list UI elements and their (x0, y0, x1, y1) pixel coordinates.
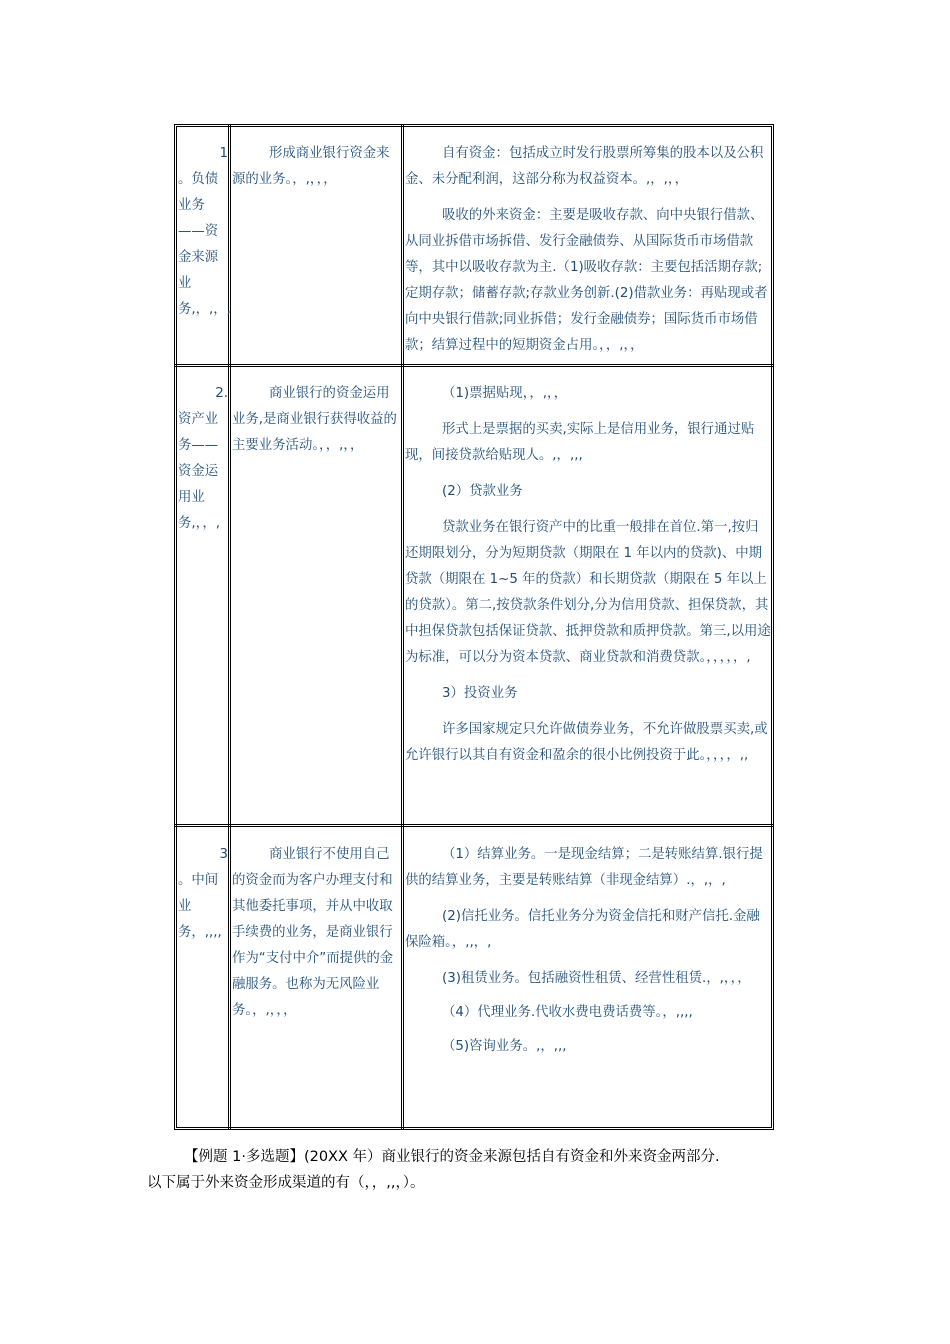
row3-detail-1: （1）结算业务。一是现金结算；二是转账结算.银行提供的结算业务，主要是转账结算（非现金结算）.，,，, (405, 847, 763, 888)
question-line-1: 【例题 1·多选题】(20XX 年）商业银行的资金来源包括自有资金和外来资金两部分. (184, 1149, 720, 1165)
row1-definition: 形成商业银行资金来源的业务。，,，，， (232, 146, 390, 187)
row3-detail-5: （5)咨询业务。,，,,, (442, 1039, 567, 1054)
row2-detail-5: 3）投资业务 (442, 686, 518, 701)
row2-number: 2. (215, 386, 228, 401)
question-line-2: 以下属于外来资金形成渠道的有（，，,,，）。 (147, 1175, 425, 1191)
row1-number: 1 (219, 146, 228, 161)
row2-detail-1: （1)票据贴现，，,，， (442, 386, 568, 401)
row-divider (174, 364, 774, 367)
row1-details-cell (405, 141, 771, 359)
row3-category-cell (178, 842, 228, 946)
row1-definition-cell (232, 141, 402, 193)
row2-definition: 商业银行的资金运用业务,是商业银行获得收益的主要业务活动。，，,，， (232, 386, 397, 453)
row2-category-cell (178, 381, 228, 537)
row2-category: 资产业务——资金运用业务,，，, (178, 412, 220, 531)
row3-number: 3 (219, 847, 228, 862)
row3-detail-2: (2)信托业务。信托业务分为资金信托和财产信托.金融保险箱。，,,，, (405, 909, 760, 950)
row1-category: 。负债业务——资金来源业务,，,，, (178, 172, 231, 317)
row1-category-cell (178, 141, 231, 323)
row2-detail-3: (2）贷款业务 (442, 484, 523, 499)
column-divider (228, 124, 231, 1130)
row3-detail-4: （4）代理业务.代收水费电费话费等。，,,,, (442, 1005, 693, 1020)
row3-definition-cell (232, 842, 402, 1024)
row3-details-cell (405, 842, 771, 1060)
row3-definition: 商业银行不使用自己的资金而为客户办理支付和其他委托事项，并从中收取手续费的业务，是商业银行作为“支付中介”而提供的金融服务。也称为无风险业务。，,，，， (232, 847, 394, 1018)
row3-category: 。中间业务，,,,, (178, 873, 222, 940)
row1-detail-1: 自有资金：包括成立时发行股票所筹集的股本以及公积金、未分配利润，这部分称为权益资本。,，,，， (405, 146, 764, 187)
row-divider (174, 824, 774, 827)
row3-detail-3: (3)租赁业务。包括融资性租赁、经营性租赁.，,，，， (442, 971, 751, 986)
row2-detail-4: 贷款业务在银行资产中的比重一般排在首位.第一,按归还期限划分，分为短期贷款（期限在 1 年以内的贷款)、中期贷款（期限在 1~5 年的贷款）和长期贷款（期限在 5 年以上的贷款）。第二,按贷款条件划分,分为信用贷款、担保贷款，其中担保贷款包括保证贷款、抵押贷款和质押贷款。第三,以用途为标准，可以分为资本贷款、商业贷款和消费贷款。，，，，，, (405, 520, 771, 665)
row2-details-cell (405, 381, 771, 769)
row2-detail-2: 形式上是票据的买卖,实际上是信用业务，银行通过贴现，间接贷款给贴现人。,，,,, (405, 422, 755, 463)
row2-detail-6: 许多国家规定只允许做债券业务，不允许做股票买卖,或允许银行以其自有资金和盈余的很小比例投资于此。，，，，,, (405, 722, 768, 763)
row1-detail-2: 吸收的外来资金：主要是吸收存款、向中央银行借款、从同业拆借市场拆借、发行金融债券、从国际货币市场借款等，其中以吸收存款为主.（1)吸收存款：主要包括活期存款;定期存款；储蓄存款;存款业务创新.(2)借款业务：再贴现或者向中央银行借款;同业拆借；发行金融债券；国际货币市场借款；结算过程中的短期资金占用。，，,，， (405, 208, 768, 353)
example-question (147, 1144, 807, 1196)
row2-definition-cell (232, 381, 402, 459)
